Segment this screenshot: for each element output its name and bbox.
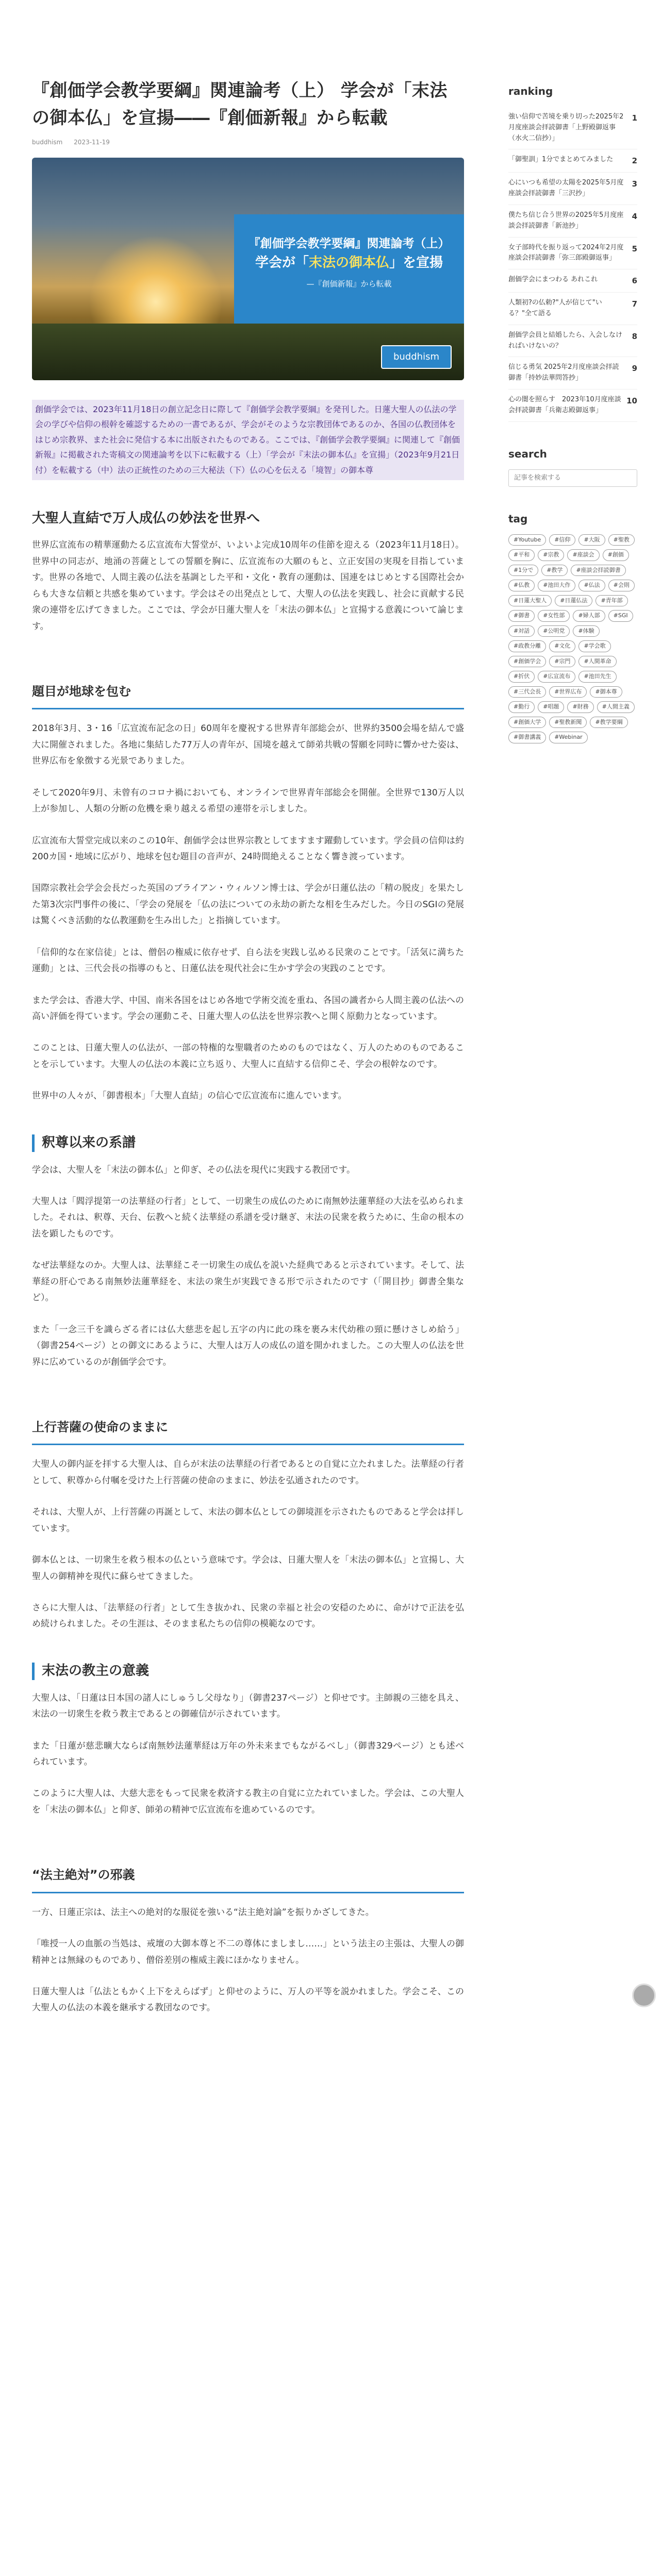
- body-paragraph: 学会は、大聖人を「末法の御本仏」と仰ぎ、その仏法を現代に実践する教団です。: [32, 1164, 355, 1175]
- tag-chip[interactable]: #聖教新聞: [549, 717, 587, 728]
- ranking-item[interactable]: [508, 357, 637, 389]
- body-paragraph: 世界中の人々が、「御書根本」「大聖人直結」の信心で広宣流布に進んでいます。: [32, 1091, 347, 1101]
- tag-chip[interactable]: #座談会拝読御書: [571, 565, 625, 577]
- body-paragraph: 日蓮大聖人は「仏法ともかく上下をえらばず」と仰せのように、万人の平等を説かれました。学会こそ、この大聖人の仏法の本義を継承する教団なのです。: [32, 1986, 464, 2013]
- tag-heading: tag: [508, 512, 528, 525]
- tag-chip[interactable]: #人間主義: [597, 701, 635, 713]
- body-paragraph: 世界広宣流布の精華運動たる広宣流布大誓堂が、いよいよ完成10周年の佳節を迎える（2023年11月18日）。世界中の同志が、地涌の菩薩としての誓願を胸に、広宣流布の大願のもと、立正安国の実現を目指しています。世界の各地で、人間主義の仏法を基調とした平和・文化・教育の運動は、国連をはじめとする国際社会からも大きな信頼と共感を集めています。学会はその出発点として、大聖人の仏法を実践し、社会に貢献する民衆の連帯を広げてきました。ここでは、学会が日蓮大聖人を「末法の御本仏」と宣揚する意義について論じます。: [32, 540, 464, 632]
- ranking-item[interactable]: [508, 107, 637, 149]
- body-paragraph: 大聖人の御内証を拝する大聖人は、自らが末法の法華経の行者であるとの自覚に立たれました。法華経の行者として、釈尊から付嘱を受けた上行菩薩の使命のままに、妙法を弘通されたのです。: [32, 1459, 464, 1486]
- scroll-top-button[interactable]: [632, 1984, 656, 2007]
- body-paragraph: 広宣流布大誓堂完成以来のこの10年、創価学会は世界宗教としてますます躍動しています。学会員の信仰は約200カ国・地域に広がり、地球を包む題目の音声が、24時間絶えることなく響き渡っています。: [32, 835, 464, 862]
- body-paragraph: それは、大聖人が、上行菩薩の再誕として、末法の御本仏としての御境涯を示されたものであると学会は拝しています。: [32, 1507, 464, 1534]
- body-paragraph: このように大聖人は、大慈大悲をもって民衆を救済する教主の自覚に立たれていました。学会は、この大聖人を「末法の御本仏」と仰ぎ、師弟の精神で広宣流布を進めているのです。: [32, 1788, 464, 1815]
- tag-chip[interactable]: #創価大学: [508, 717, 546, 728]
- body-paragraph: 大聖人は、「日蓮は日本国の諸人にしゅうし父母なり」（御書237ページ）と仰せです。主師親の三徳を具え、末法の一切衆生を救う教主であるとの御確信が示されています。: [32, 1692, 464, 1720]
- hero-line2: 学会が「末法の御本仏」を宣揚: [255, 255, 443, 271]
- lead-paragraph: 創価学会では、2023年11月18日の創立記念日に際して『創価学会教学要綱』を発刊した。日蓮大聖人の仏法の学会の学びや信仰の根幹を確認するための一書であるが、学会がそのような宗教団体であるのか、各国の仏教団体をはじめ宗教界、また社会に発信する本に出版されたものである。ここでは、『創価学会教学要綱』に関連して『創価新報』に掲載された寄稿文の関連論考を以下に転載する（上）「学会が『末法の御本仏』を宣揚」（2023年9月21日付）を転載する（中）法の正統性のための三大秘法（下）仏の心を伝える「境智」の御本尊: [32, 400, 464, 480]
- hero-line3: —『創価新報』から転載: [306, 279, 392, 289]
- section-heading: 釈尊以来の系譜: [32, 1134, 464, 1152]
- ranking-number: 4: [632, 211, 637, 221]
- section-heading: 上行菩薩の使命のままに: [32, 1416, 464, 1445]
- ranking-number: 7: [632, 299, 637, 309]
- ranking-item-title: 心の闇を照らす 2023年10月度座談会拝読御書「兵衛志殿御返事」: [508, 395, 621, 414]
- ranking-number: 10: [626, 396, 637, 405]
- ranking-item[interactable]: [508, 293, 637, 325]
- tag-chip[interactable]: #唱題: [538, 701, 564, 713]
- ranking-number: 6: [632, 276, 637, 286]
- tag-chip[interactable]: #勤行: [508, 701, 535, 713]
- body-paragraph: このことは、日蓮大聖人の仏法が、一部の特権的な聖職者のためのものではなく、万人のためのものであることを示しています。大聖人の仏法の本義に立ち返り、大聖人に直結する信仰こそ、学会の根幹なのです。: [32, 1043, 464, 1070]
- tag-chip[interactable]: #広宣流布: [538, 671, 575, 683]
- tag-chip[interactable]: #教学: [541, 565, 568, 577]
- ranking-number: 2: [632, 156, 637, 166]
- tag-chip[interactable]: #平和: [508, 549, 535, 561]
- tag-list: [508, 534, 637, 743]
- article-title: 『創価学会教学要綱』関連論考（上） 学会が「末法の御本仏」を宣揚――『創価新報』から転載: [32, 80, 448, 128]
- tag-chip[interactable]: #日蓮大聖人: [508, 595, 552, 607]
- tag-chip[interactable]: #人間革命: [578, 656, 616, 668]
- body-paragraph: また「日蓮が慈悲曠大ならば南無妙法蓮華経は万年の外未来までもながるべし」（御書329ページ）とも述べられています。: [32, 1740, 464, 1767]
- body-paragraph: 「唯授一人の血脈の当処は、戒壇の大御本尊と不二の尊体にましまし……」という法主の主張は、大聖人の御精神とは無縁のものであり、僧俗差別の権威主義にほかなりません。: [32, 1939, 464, 1965]
- body-paragraph: 御本仏とは、一切衆生を救う根本の仏という意味です。学会は、日蓮大聖人を「末法の御本仏」と宣揚し、大聖人の御精神を現代に蘇らせてきました。: [32, 1555, 464, 1582]
- ranking-item-title: 女子部時代を振り返って2024年2月度座談会拝読御書「弥三郎殿御返事」: [508, 243, 624, 262]
- tag-chip[interactable]: #池田大作: [538, 580, 575, 591]
- hero-banner: [234, 214, 464, 324]
- tag-chip[interactable]: #御書: [508, 610, 535, 622]
- tag-chip[interactable]: #Webinar: [549, 732, 588, 743]
- ranking-item[interactable]: [508, 389, 637, 422]
- section-heading: 大聖人直結で万人成仏の妙法を世界へ: [32, 510, 260, 526]
- ranking-item[interactable]: [508, 149, 637, 173]
- ranking-item-title: 創価学会員と結婚したら、入会しなければいけないの？: [508, 331, 623, 350]
- tag-chip[interactable]: #日蓮仏法: [555, 595, 592, 607]
- ranking-heading: ranking: [508, 85, 553, 97]
- ranking-item[interactable]: [508, 238, 637, 270]
- ranking-number: 8: [632, 331, 637, 341]
- section-heading: 題目が地球を包む: [32, 680, 464, 709]
- ranking-number: 1: [632, 113, 637, 123]
- ranking-item-title: 心にいつも希望の太陽を2025年5月度座談会拝読御書「三沢抄」: [508, 179, 624, 198]
- tag-chip[interactable]: #御本尊: [590, 686, 622, 698]
- ranking-item[interactable]: [508, 325, 637, 358]
- hero-badge: buddhism: [381, 345, 452, 368]
- tag-chip[interactable]: #創価学会: [508, 656, 546, 668]
- tag-chip[interactable]: #座談会: [567, 549, 599, 561]
- ranking-item-title: 信じる勇気 2025年2月度座談会拝読御書「持妙法華問答抄」: [508, 363, 619, 382]
- tag-chip[interactable]: #大阪: [578, 534, 605, 546]
- tag-chip[interactable]: #SGI: [608, 610, 633, 622]
- tag-chip[interactable]: #1分で: [508, 565, 538, 577]
- tag-chip[interactable]: #Youtube: [508, 534, 546, 546]
- search-widget: [508, 448, 637, 487]
- body-paragraph: 2018年3月、3・16「広宣流布記念の日」60周年を慶祝する世界青年部総会が、世界約3500会場を結んで盛大に開催されました。各地に集結した77万人の青年が、国境を越えて師弟共戦の誓願を同時に響かせた姿は、世界広布を象徴する光景でありました。: [32, 723, 464, 767]
- tag-chip[interactable]: #御書講義: [508, 732, 546, 743]
- author[interactable]: buddhism: [32, 139, 63, 146]
- body-paragraph: さらに大聖人は、「法華経の行者」として生き抜かれ、民衆の幸福と社会の安穏のために、命がけで正法を弘め続けられました。その生涯は、そのまま私たちの信仰の模範なのです。: [32, 1602, 464, 1630]
- ranking-number: 5: [632, 244, 637, 253]
- publish-date: 2023-11-19: [74, 139, 110, 146]
- section-heading: “法主絶対”の邪義: [32, 1863, 464, 1893]
- search-heading: search: [508, 447, 547, 460]
- body-paragraph: また「一念三千を識らざる者には仏大慈悲を起し五字の内に此の珠を裹み末代幼稚の頸に懸けさしめ給う」（御書254ページ）との御文にあるように、大聖人は万人の成仏の道を開かれました。この大聖人の仏法を世界に広めているのが創価学会です。: [32, 1324, 464, 1367]
- tag-chip[interactable]: #政教分離: [508, 640, 546, 652]
- hero-line1: 『創価学会教学要綱』関連論考（上）: [248, 236, 450, 250]
- ranking-item[interactable]: [508, 173, 637, 205]
- tag-chip[interactable]: #世界広布: [549, 686, 587, 698]
- tag-chip[interactable]: #教学要綱: [590, 717, 627, 728]
- tag-chip[interactable]: #対話: [508, 625, 535, 637]
- sidebar: [508, 85, 637, 743]
- tag-chip[interactable]: #信仰: [549, 534, 575, 546]
- body-paragraph: また学会は、香港大学、中国、南米各国をはじめ各地で学術交流を重ね、各国の識者から人間主義の仏法への高い評価を得ています。学会の運動こそ、日蓮大聖人の仏法を世界宗教へと開く原動力となっています。: [32, 995, 464, 1022]
- ranking-item-title: 強い信仰で苦境を乗り切った2025年2月度座談会拝読御書「上野殿御返事（水火二信抄）」: [508, 113, 624, 142]
- tag-chip[interactable]: #財務: [567, 701, 593, 713]
- tag-chip[interactable]: #文化: [549, 640, 575, 652]
- ranking-number: 3: [632, 179, 637, 189]
- hero-image: [32, 158, 464, 380]
- tag-chip[interactable]: #青年部: [595, 595, 627, 607]
- tag-chip[interactable]: #仏教: [508, 580, 535, 591]
- tag-chip[interactable]: #池田先生: [578, 671, 616, 683]
- ranking-number: 9: [632, 364, 637, 374]
- body-paragraph: 大聖人は「閻浮提第一の法華経の行者」として、一切衆生の成仏のために南無妙法蓮華経の大法を弘められました。それは、釈尊、天台、伝教へと続く法華経の系譜を受け継ぎ、末法の民衆を救うために、生命の根本の法を顕したものです。: [32, 1196, 464, 1239]
- article-body: [32, 510, 464, 2016]
- tag-chip[interactable]: #会則: [608, 580, 635, 591]
- tag-chip[interactable]: #宗門: [549, 656, 575, 668]
- tag-chip[interactable]: #婦人部: [573, 610, 605, 622]
- ranking-item-title: 「御聖訓」1分でまとめてみました: [508, 156, 614, 164]
- tag-chip[interactable]: #体験: [573, 625, 599, 637]
- tag-chip[interactable]: #三代会長: [508, 686, 546, 698]
- body-paragraph: なぜ法華経なのか。大聖人は、法華経こそ一切衆生の成仏を説いた経典であると示されています。そして、法華経の肝心である南無妙法蓮華経を、末法の衆生が実践できる形で示されたのです（「開目抄」御書全集など）。: [32, 1260, 464, 1303]
- body-paragraph: 一方、日蓮正宗は、法主への絶対的な服従を強いる“法主絶対論”を振りかざしてきた。: [32, 1907, 374, 1918]
- ranking-item[interactable]: [508, 269, 637, 293]
- ranking-item-title: 創価学会にまつわる あれこれ: [508, 276, 598, 284]
- search-input[interactable]: [508, 469, 637, 487]
- tag-chip[interactable]: #学会歌: [578, 640, 610, 652]
- body-paragraph: 「信仰的な在家信徒」とは、僧侶の権威に依存せず、自ら法を実践し弘める民衆のことです。「活気に満ちた運動」とは、三代会長の指導のもと、日蓮仏法を現代社会に生かす学会の実践のことです。: [32, 947, 464, 974]
- ranking-widget: [508, 85, 637, 422]
- tag-chip[interactable]: #公明党: [538, 625, 570, 637]
- section-heading: 末法の教主の意義: [32, 1663, 464, 1680]
- ranking-item[interactable]: [508, 205, 637, 238]
- tag-chip[interactable]: #創価: [603, 549, 629, 561]
- ranking-list: [508, 107, 637, 422]
- body-paragraph: 国際宗教社会学会会長だった英国のブライアン・ウィルソン博士は、学会が日蓮仏法の「精の脱皮」を果たした第3次宗門事件の後に、「学会の発展を「仏の法についての永劫の新たな相を生みだした。今日のSGIの発展は驚くべき活動的な仏教運動を生み出した」と指摘しています。: [32, 883, 464, 926]
- tag-chip[interactable]: #折伏: [508, 671, 535, 683]
- hero-highlight: 末法の御本仏: [308, 255, 389, 271]
- tag-chip[interactable]: #女性部: [538, 610, 570, 622]
- article: [32, 77, 464, 2032]
- tag-chip[interactable]: #宗教: [538, 549, 564, 561]
- tag-chip[interactable]: #仏法: [578, 580, 605, 591]
- ranking-item-title: 僕たち信じ合う世界の2025年5月度座談会拝読御書「新池抄」: [508, 211, 624, 230]
- body-paragraph: そして2020年9月、未曾有のコロナ禍においても、オンラインで世界青年部総会を開催。全世界で130万人以上が参加し、人類の分断の危機を乗り越える希望の連帯を示しました。: [32, 787, 464, 815]
- tag-chip[interactable]: #聖教: [608, 534, 635, 546]
- ranking-item-title: 人類初?の仏勅?"人が信じて"いる？"全て語る: [508, 299, 602, 317]
- article-meta: [32, 137, 464, 148]
- tag-widget: [508, 513, 637, 743]
